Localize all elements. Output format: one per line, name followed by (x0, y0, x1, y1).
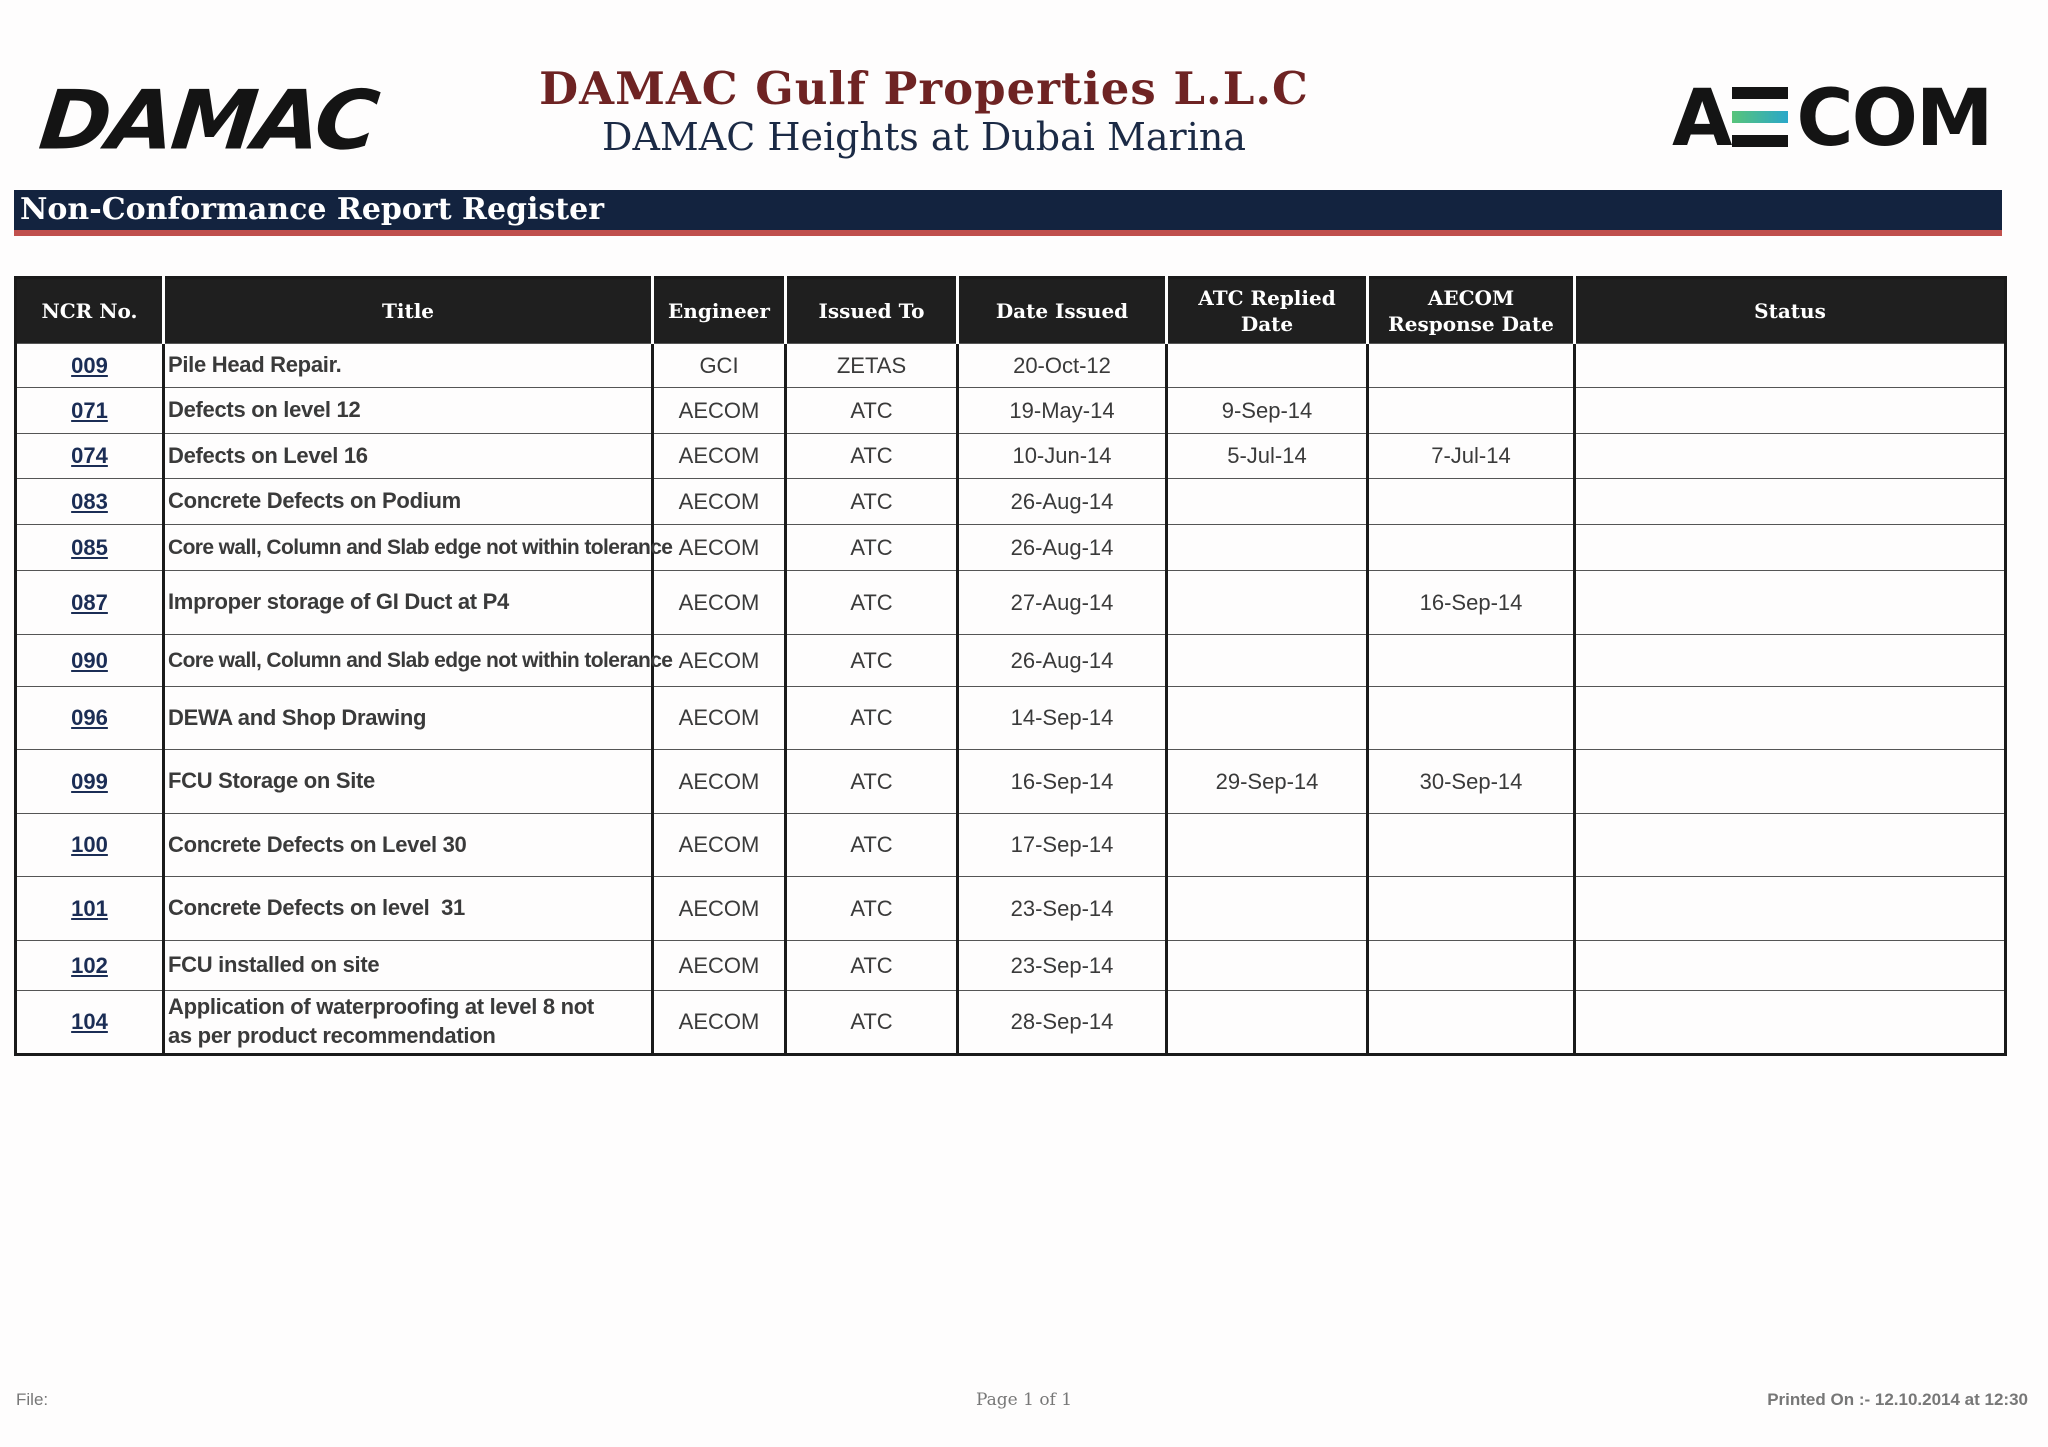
aecom-response-cell (1368, 525, 1575, 571)
col-header-date-issued: Date Issued (958, 278, 1167, 344)
col-header-issued-to: Issued To (786, 278, 958, 344)
date-issued-cell: 23-Sep-14 (958, 877, 1167, 941)
aecom-response-cell (1368, 344, 1575, 388)
ncr-title-cell: FCU Storage on Site (164, 750, 653, 814)
status-cell (1575, 635, 2006, 687)
table-row (16, 941, 2006, 991)
footer-page-number: Page 1 of 1 (975, 1390, 1073, 1410)
date-issued-cell: 14-Sep-14 (958, 687, 1167, 750)
issued-to-cell: ATC (786, 635, 958, 687)
date-issued-cell: 26-Aug-14 (958, 635, 1167, 687)
status-cell (1575, 388, 2006, 434)
ncr-number-cell (16, 344, 164, 388)
atc-replied-cell (1167, 814, 1368, 877)
aecom-response-cell (1368, 941, 1575, 991)
engineer-cell: AECOM (653, 479, 786, 525)
col-header-engineer: Engineer (653, 278, 786, 344)
aecom-response-cell (1368, 877, 1575, 941)
aecom-response-cell (1368, 479, 1575, 525)
ncr-number-cell (16, 434, 164, 479)
atc-replied-cell: 9-Sep-14 (1167, 388, 1368, 434)
ncr-number-cell (16, 687, 164, 750)
aecom-response-cell (1368, 814, 1575, 877)
engineer-cell: GCI (653, 344, 786, 388)
date-issued-cell: 28-Sep-14 (958, 991, 1167, 1055)
table-row (16, 571, 2006, 635)
issued-to-cell: ATC (786, 434, 958, 479)
ncr-title-cell: Concrete Defects on level 31 (164, 877, 653, 941)
col-header-status: Status (1575, 278, 2006, 344)
engineer-cell: AECOM (653, 941, 786, 991)
table-row (16, 814, 2006, 877)
issued-to-cell: ZETAS (786, 344, 958, 388)
ncr-number-cell (16, 525, 164, 571)
table-row (16, 687, 2006, 750)
engineer-cell: AECOM (653, 434, 786, 479)
date-issued-cell: 26-Aug-14 (958, 479, 1167, 525)
status-cell (1575, 344, 2006, 388)
ncr-number-cell (16, 941, 164, 991)
ncr-title-cell: Concrete Defects on Podium (164, 479, 653, 525)
atc-replied-cell: 29-Sep-14 (1167, 750, 1368, 814)
table-row (16, 877, 2006, 941)
ncr-title-cell: Core wall, Column and Slab edge not within tolerance (164, 525, 653, 571)
engineer-cell: AECOM (653, 750, 786, 814)
ncr-number-cell (16, 479, 164, 525)
project-subtitle: DAMAC Heights at Dubai Marina (601, 115, 1246, 159)
ncr-link[interactable]: 071 (71, 397, 108, 423)
status-cell (1575, 750, 2006, 814)
engineer-cell: AECOM (653, 388, 786, 434)
ncr-link[interactable]: 096 (71, 705, 108, 730)
register-title: Non-Conformance Report Register (20, 192, 605, 227)
issued-to-cell: ATC (786, 991, 958, 1055)
ncr-number-cell (16, 750, 164, 814)
date-issued-cell: 17-Sep-14 (958, 814, 1167, 877)
ncr-link[interactable]: 101 (71, 895, 108, 921)
ncr-link[interactable]: 102 (71, 952, 108, 978)
date-issued-cell: 10-Jun-14 (958, 434, 1167, 479)
damac-logo: DAMAC (35, 73, 381, 169)
issued-to-cell: ATC (786, 525, 958, 571)
ncr-title-cell: Defects on level 12 (164, 388, 653, 434)
aecom-response-cell (1368, 388, 1575, 434)
status-cell (1575, 434, 2006, 479)
atc-replied-cell (1167, 991, 1368, 1055)
engineer-cell: AECOM (653, 571, 786, 635)
issued-to-cell: ATC (786, 571, 958, 635)
aecom-response-cell: 30-Sep-14 (1368, 750, 1575, 814)
aecom-logo-com: COM (1796, 74, 1992, 164)
status-cell (1575, 814, 2006, 877)
ncr-link[interactable]: 083 (71, 488, 108, 514)
date-issued-cell: 26-Aug-14 (958, 525, 1167, 571)
issued-to-cell: ATC (786, 877, 958, 941)
issued-to-cell: ATC (786, 941, 958, 991)
aecom-logo-a: A (1672, 74, 1731, 164)
engineer-cell: AECOM (653, 525, 786, 571)
ncr-number-cell (16, 388, 164, 434)
ncr-link[interactable]: 099 (71, 768, 108, 794)
register-banner (14, 190, 2002, 236)
ncr-register-table (14, 276, 2007, 1056)
ncr-number-cell (16, 635, 164, 687)
table-row (16, 479, 2006, 525)
atc-replied-cell (1167, 525, 1368, 571)
ncr-title-cell: Application of waterproofing at level 8 not as per product recommendation (164, 991, 653, 1055)
atc-replied-cell (1167, 479, 1368, 525)
issued-to-cell: ATC (786, 814, 958, 877)
status-cell (1575, 991, 2006, 1055)
engineer-cell: AECOM (653, 687, 786, 750)
table-row (16, 525, 2006, 571)
table-header-row (16, 278, 2006, 344)
date-issued-cell: 16-Sep-14 (958, 750, 1167, 814)
issued-to-cell: ATC (786, 750, 958, 814)
col-header-aecom-response-date: AECOM Response Date (1368, 278, 1575, 344)
ncr-title-cell: FCU installed on site (164, 941, 653, 991)
table-row (16, 344, 2006, 388)
status-cell (1575, 877, 2006, 941)
status-cell (1575, 571, 2006, 635)
ncr-link[interactable]: 009 (71, 352, 108, 378)
aecom-logo-e-glyph (1732, 87, 1790, 147)
engineer-cell: AECOM (653, 814, 786, 877)
ncr-link[interactable]: 090 (71, 647, 108, 673)
ncr-title-cell: Core wall, Column and Slab edge not within tolerance (164, 635, 653, 687)
atc-replied-cell (1167, 344, 1368, 388)
date-issued-cell: 23-Sep-14 (958, 941, 1167, 991)
ncr-link[interactable]: 100 (71, 832, 108, 857)
col-header-title: Title (164, 278, 653, 344)
footer-file-label: File: (16, 1390, 49, 1409)
status-cell (1575, 941, 2006, 991)
status-cell (1575, 525, 2006, 571)
aecom-response-cell: 16-Sep-14 (1368, 571, 1575, 635)
col-header-atc-replied-date: ATC Replied Date (1167, 278, 1368, 344)
table-row (16, 750, 2006, 814)
company-title: DAMAC Gulf Properties L.L.C (539, 62, 1309, 115)
ncr-number-cell (16, 877, 164, 941)
ncr-title-cell: Pile Head Repair. (164, 344, 653, 388)
date-issued-cell: 27-Aug-14 (958, 571, 1167, 635)
aecom-response-cell: 7-Jul-14 (1368, 434, 1575, 479)
ncr-title-cell: Defects on Level 16 (164, 434, 653, 479)
atc-replied-cell: 5-Jul-14 (1167, 434, 1368, 479)
ncr-link[interactable]: 085 (71, 534, 108, 560)
col-header-ncr-no: NCR No. (16, 278, 164, 344)
atc-replied-cell (1167, 635, 1368, 687)
aecom-logo (1672, 74, 1992, 164)
table-row (16, 388, 2006, 434)
ncr-number-cell (16, 991, 164, 1055)
aecom-response-cell (1368, 687, 1575, 750)
atc-replied-cell (1167, 877, 1368, 941)
aecom-response-cell (1368, 991, 1575, 1055)
atc-replied-cell (1167, 941, 1368, 991)
table-row (16, 434, 2006, 479)
status-cell (1575, 479, 2006, 525)
date-issued-cell: 19-May-14 (958, 388, 1167, 434)
issued-to-cell: ATC (786, 388, 958, 434)
ncr-link[interactable]: 087 (71, 589, 108, 615)
engineer-cell: AECOM (653, 877, 786, 941)
atc-replied-cell (1167, 571, 1368, 635)
engineer-cell: AECOM (653, 991, 786, 1055)
issued-to-cell: ATC (786, 479, 958, 525)
atc-replied-cell (1167, 687, 1368, 750)
ncr-title-cell: DEWA and Shop Drawing (164, 687, 653, 750)
ncr-link[interactable]: 104 (71, 1009, 108, 1034)
table-row (16, 991, 2006, 1055)
date-issued-cell: 20-Oct-12 (958, 344, 1167, 388)
engineer-cell: AECOM (653, 635, 786, 687)
status-cell (1575, 687, 2006, 750)
ncr-number-cell (16, 814, 164, 877)
ncr-link[interactable]: 074 (71, 443, 108, 468)
aecom-response-cell (1368, 635, 1575, 687)
ncr-title-cell: Improper storage of GI Duct at P4 (164, 571, 653, 635)
ncr-number-cell (16, 571, 164, 635)
footer-printed-on: Printed On :- 12.10.2014 at 12:30 (1767, 1390, 2028, 1409)
ncr-title-cell: Concrete Defects on Level 30 (164, 814, 653, 877)
issued-to-cell: ATC (786, 687, 958, 750)
table-row (16, 635, 2006, 687)
